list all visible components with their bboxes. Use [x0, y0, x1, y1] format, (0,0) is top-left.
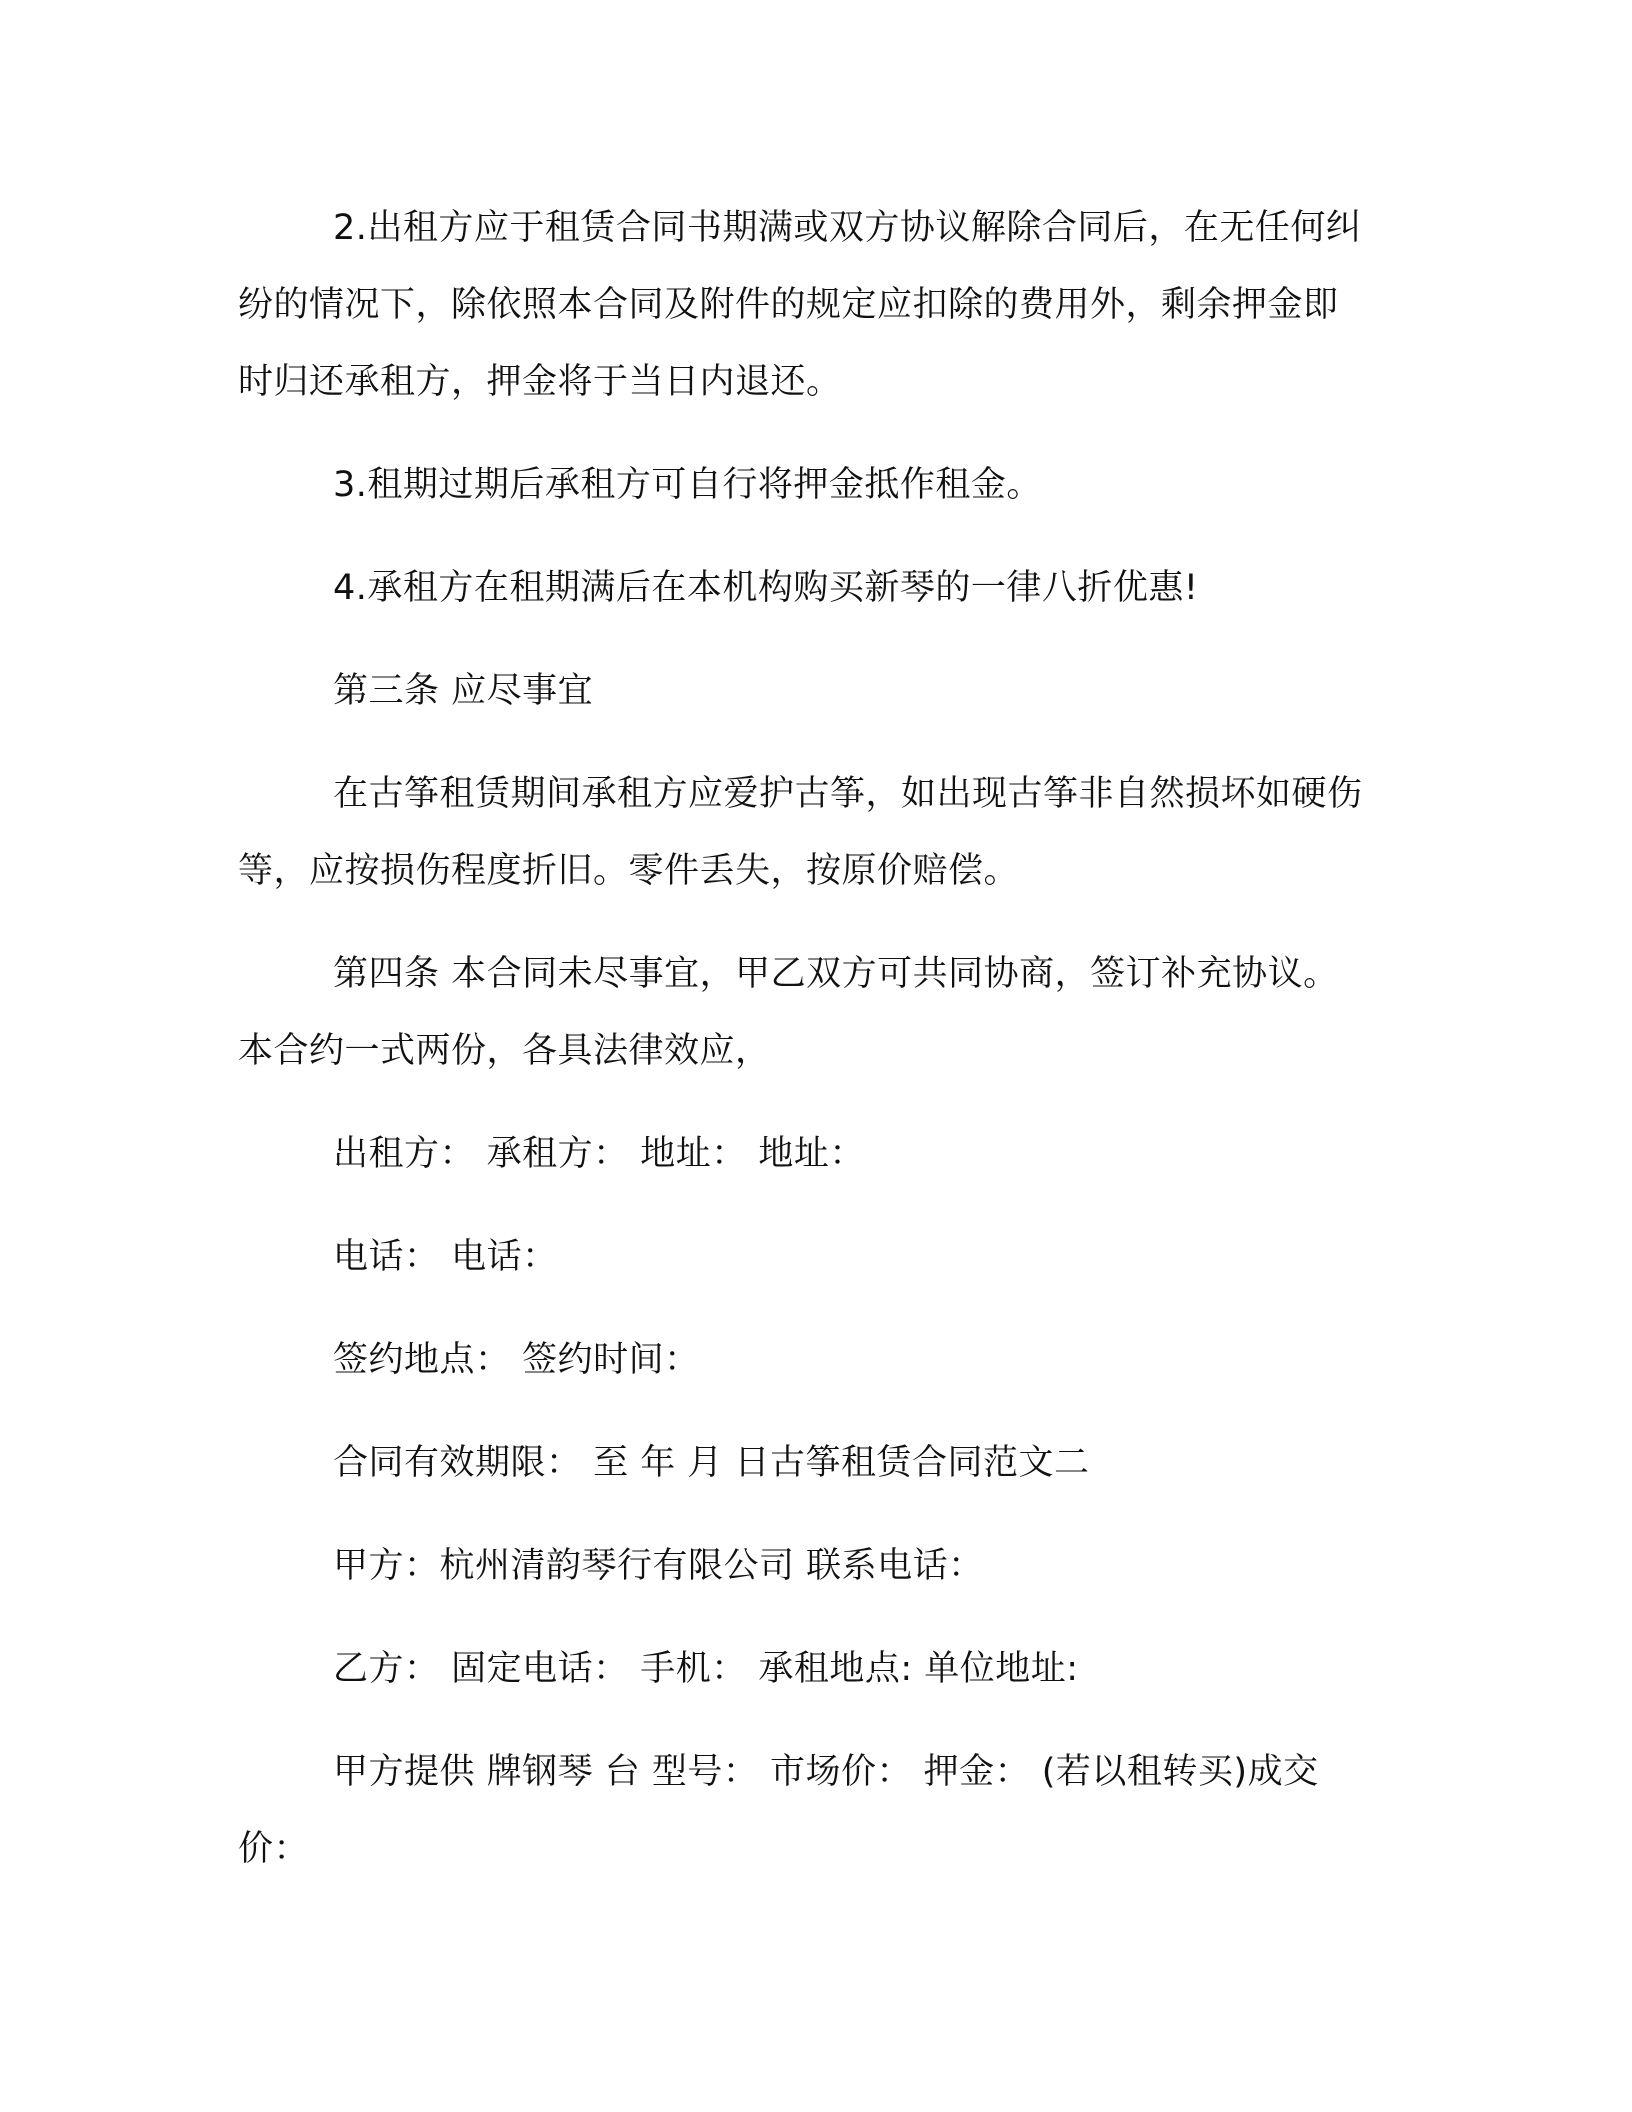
- clause-4-discount: 4.承租方在租期满后在本机构购买新琴的一律八折优惠!: [333, 568, 1199, 608]
- phone-line: 电话： 电话：: [333, 1237, 558, 1277]
- document-body: [238, 190, 1372, 1888]
- clause-3-deposit-as-rent: 3.租期过期后承租方可自行将押金抵作租金。: [333, 465, 1042, 505]
- party-b-line: 乙方： 固定电话： 手机： 承租地点: 单位地址:: [333, 1649, 1079, 1689]
- article-3-heading: 第三条 应尽事宜: [333, 671, 594, 711]
- article-4-body: 第四条 本合同未尽事宜，甲乙双方可共同协商，签订补充协议。本合约一式两份，各具法律效应，: [238, 954, 1339, 1071]
- signing-place-time-line: 签约地点： 签约时间：: [333, 1340, 700, 1380]
- clause-2-deposit-refund: 2.出租方应于租赁合同书期满或双方协议解除合同后，在无任何纠纷的情况下，除依照本合同及附件的规定应扣除的费用外，剩余押金即时归还承租方，押金将于当日内退还。: [238, 208, 1362, 402]
- validity-period-line: 合同有效期限： 至 年 月 日古筝租赁合同范文二: [333, 1443, 1090, 1483]
- piano-provision-line: 甲方提供 牌钢琴 台 型号： 市场价： 押金： (若以租转买)成交价：: [238, 1752, 1319, 1869]
- party-a-line: 甲方：杭州清韵琴行有限公司 联系电话：: [333, 1546, 984, 1586]
- article-3-body: 在古筝租赁期间承租方应爱护古筝，如出现古筝非自然损坏如硬伤等，应按损伤程度折旧。零件丢失，按原价赔偿。: [238, 774, 1363, 891]
- lessor-lessee-address-line: 出租方： 承租方： 地址： 地址：: [333, 1134, 865, 1174]
